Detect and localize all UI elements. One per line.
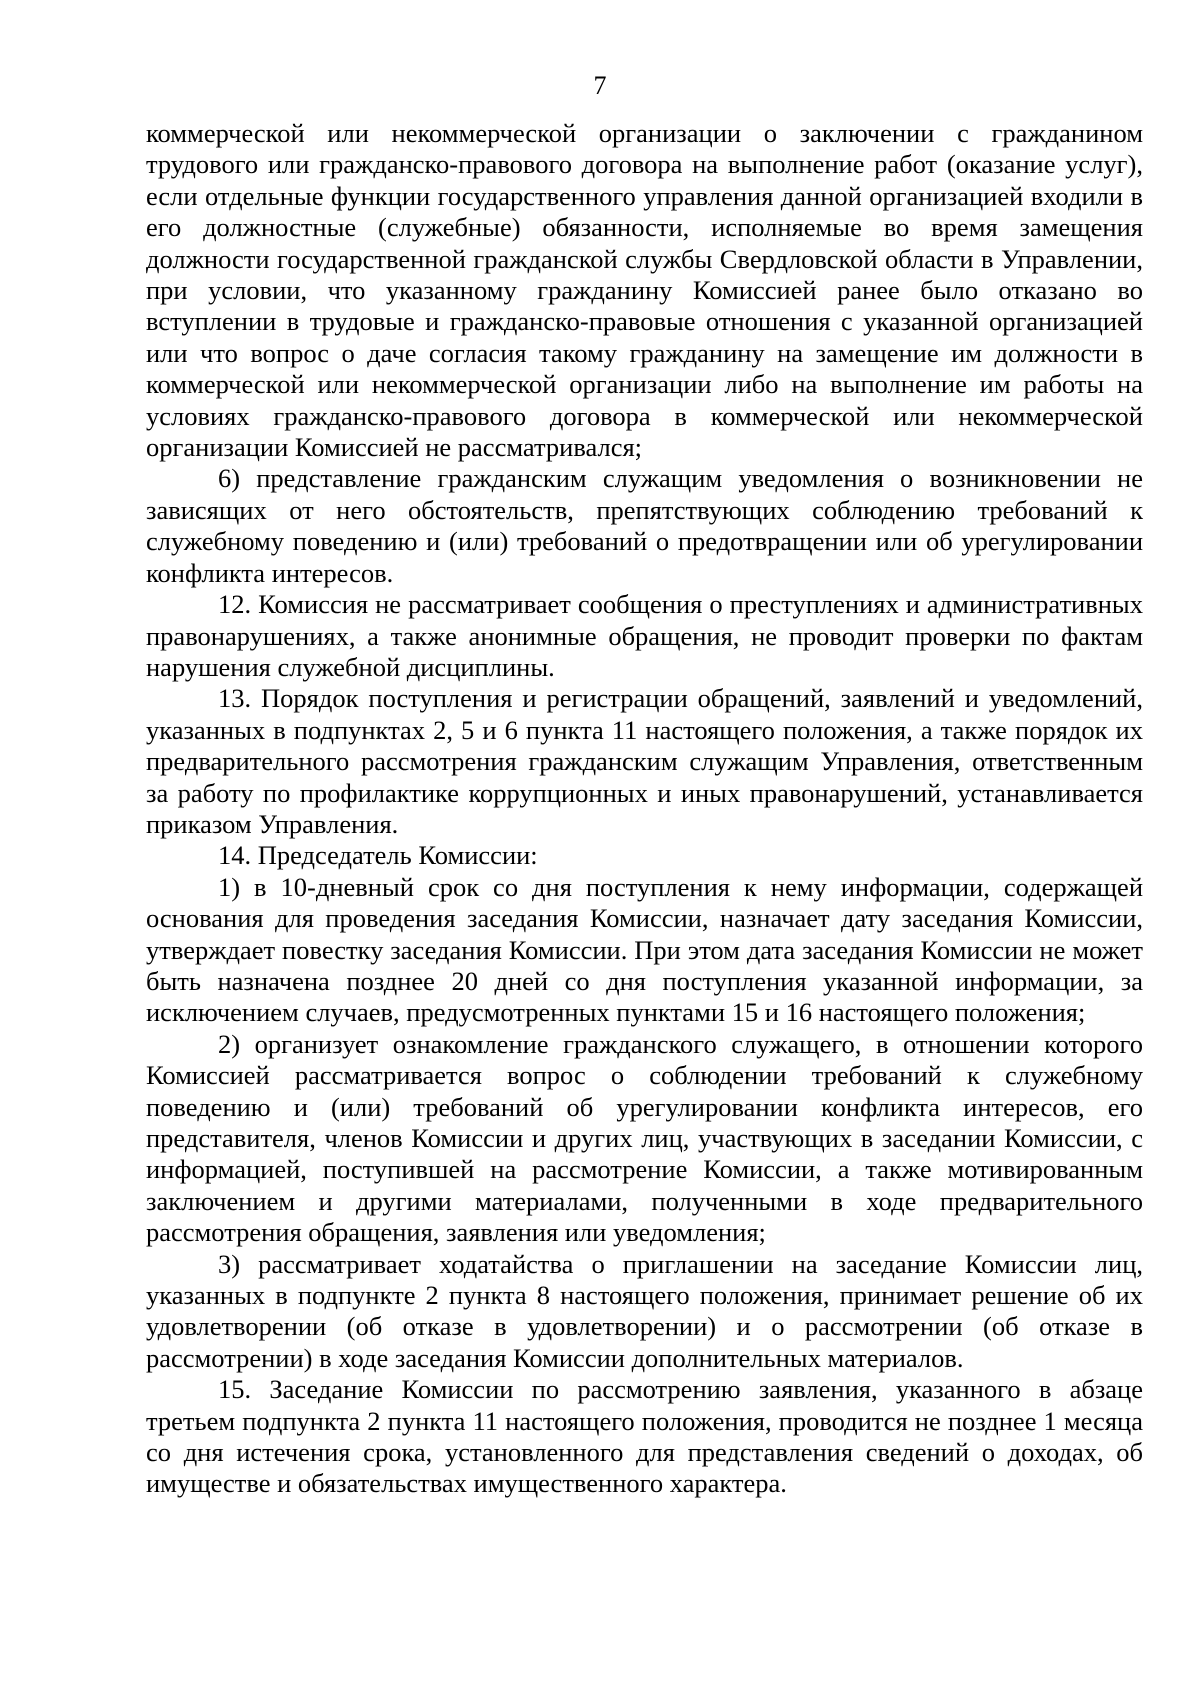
- paragraph-item-14-subitem-3: 3) рассматривает ходатайства о приглашении на заседание Комиссии лиц, указанных в подпункте 2 пункта 8 настоящего положения, принимает решение об их удовлетворении (об отказе в удовлетворении) и о рассмотрении (об отказе в рассмотрении) в ходе заседания Комиссии дополнительных материалов.: [146, 1248, 1143, 1373]
- paragraph-item-14-subitem-1: 1) в 10-дневный срок со дня поступления к нему информации, содержащей основания для проведения заседания Комиссии, назначает дату заседания Комиссии, утверждает повестку заседания Комиссии. При этом дата заседания Комиссии не может быть назначена позднее 20 дней со дня поступления указанной информации, за исключением случаев, предусмотренных пунктами 15 и 16 настоящего положения;: [146, 871, 1143, 1028]
- document-body: [146, 118, 1143, 1500]
- paragraph-subitem-6: 6) представление гражданским служащим уведомления о возникновении не зависящих от него обстоятельств, препятствующих соблюдению требований к служебному поведению и (или) требований о предотвращении или об урегулировании конфликта интересов.: [146, 463, 1143, 588]
- paragraph-item-15: 15. Заседание Комиссии по рассмотрению заявления, указанного в абзаце третьем подпункта 2 пункта 11 настоящего положения, проводится не позднее 1 месяца со дня истечения срока, установленного для представления сведений о доходах, об имуществе и обязательствах имущественного характера.: [146, 1374, 1143, 1499]
- paragraph-item-14-subitem-2: 2) организует ознакомление гражданского служащего, в отношении которого Комиссией рассматривается вопрос о соблюдении требований к служебному поведению и (или) требований об урегулировании конфликта интересов, его представителя, членов Комиссии и других лиц, участвующих в заседании Комиссии, с информацией, поступившей на рассмотрение Комиссии, а также мотивированным заключением и другими материалами, полученными в ходе предварительного рассмотрения обращения, заявления или уведомления;: [146, 1028, 1143, 1248]
- paragraph-item-13: 13. Порядок поступления и регистрации обращений, заявлений и уведомлений, указанных в подпунктах 2, 5 и 6 пункта 11 настоящего положения, а также порядок их предварительного рассмотрения гражданским служащим Управления, ответственным за работу по профилактике коррупционных и иных правонарушений, устанавливается приказом Управления.: [146, 683, 1143, 839]
- paragraph-item-12: 12. Комиссия не рассматривает сообщения о преступлениях и административных правонарушениях, а также анонимные обращения, не проводит проверки по фактам нарушения служебной дисциплины.: [146, 589, 1143, 682]
- page-number: 7: [593, 71, 607, 100]
- paragraph-item-14: 14. Председатель Комиссии:: [218, 840, 538, 871]
- paragraph-continuation: коммерческой или некоммерческой организации о заключении с гражданином трудового или гражданско-правового договора на выполнение работ (оказание услуг), если отдельные функции государственного управления данной организацией входили в его должностные (служебные) обязанности, исполняемые во время замещения должности государственной гражданской службы Свердловской области в Управлении, при условии, что указанному гражданину Комиссией ранее было отказано во вступлении в трудовые и гражданско-правовые отношения с указанной организацией или что вопрос о даче согласия такому гражданину на замещение им должности в коммерческой или некоммерческой организации либо на выполнение им работы на условиях гражданско-правового договора в коммерческой или некоммерческой организации Комиссией не рассматривался;: [146, 118, 1143, 463]
